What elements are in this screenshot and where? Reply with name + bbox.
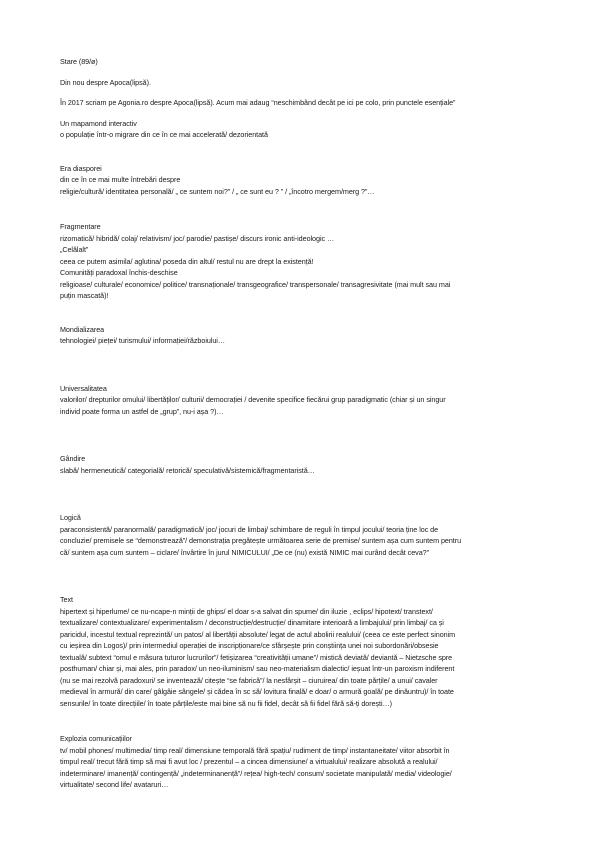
- section-line: valorilor/ drepturilor omului/ libertăților/ culturii/ democrației / devenite specifice fiecărui grup paradigmatic (chiar și un singur: [60, 395, 446, 404]
- section-line: religioase/ culturale/ economice/ politice/ transnaționale/ transgeografice/ transpersonale/ transagresivitate (mai mult sau mai: [60, 279, 451, 289]
- section-line: rizomatică/ hibridă/ colaj/ relativism/ joc/ parodie/ pastișe/ discurs ironic anti-ideologic …: [60, 233, 335, 243]
- section-line: tehnologiei/ pieței/ turismului/ informației/războiului…: [60, 336, 225, 345]
- section: [60, 324, 542, 347]
- section-line: cu ieșirea din Logos)/ prin intermediul operației de inscripționare/ce sfârșește prin conștiința unei noi subordonări/obsesie: [60, 641, 439, 650]
- document-title: Stare (89/ø): [60, 57, 98, 66]
- section-line: hipertext și hiperlume/ ce nu-ncape-n minții de ghips/ el doar s-a salvat din spume/ din iluzie , eclips/ hipotext/ transtext/: [60, 606, 433, 616]
- sections: [60, 118, 542, 791]
- section-line: paraconsistentă/ paranormală/ paradigmatică/ joc/ jocuri de limbaj/ schimbare de reguli în timpul jocului/ teoria ține loc de: [60, 524, 439, 534]
- section-heading: Mondializarea: [60, 324, 105, 334]
- section-heading: Era diasporei: [60, 163, 102, 173]
- section-line: indeterminare/ imanență/ contingență/ „indeterminanență”/ rețea/ high-tech/ consum/ societate manipulată/ media/ videologie/: [60, 768, 452, 778]
- section-line: din ce în ce mai multe întrebări despre: [60, 175, 181, 184]
- section-line: textuală/ subtext “omul e măsura tuturor lucrurilor”/ fetișizarea “creativității umane”/ mistică deviată/ deviantă – Nietzsche spre: [60, 652, 453, 662]
- section-heading: Logică: [60, 513, 81, 522]
- section-line: textualizare/ contextualizare/ experimentalism / deconstrucție/destrucție/ dinamitare interioară a limbajului/ prin limbaj/ ca și: [60, 618, 444, 627]
- section: [60, 512, 542, 558]
- section-line: sensurile/ în toate direcțiile/ în toate părțile/este mai bine să nu fii fidel, decât să fii fidel fără să-ți dorești…): [60, 698, 393, 708]
- section-line: individ poate forma un astfel de „grup”, nu-i așa ?)…: [60, 406, 224, 416]
- section-line: medieval în armură/ din care/ gâlgâie sângele/ și cădea în sc să/ lovitura finală/ e doar/ o armură goală/ pe dinăuntru)/ în toate: [60, 687, 454, 696]
- section: [60, 221, 542, 302]
- section-line: ceea ce putem asimila/ aglutina/ poseda din altul/ restul nu are drept la existență!: [60, 256, 314, 266]
- section-line: (nu se mai rezolvă paradoxuri/ se inventează/ citește “se fabrică”/ la nesfârșit – ciuruirea/ din toate părțile/ a unui/ cavaler: [60, 675, 438, 685]
- section: [60, 118, 542, 141]
- section-heading: Explozia comunicațiilor: [60, 734, 132, 743]
- section-line: că/ suntem așa cum suntem – ciclare/ învârtire în jurul NIMICULUI/ „De ce (nu) există NIMIC mai curând decât ceva?”: [60, 547, 429, 557]
- section-line: posthuman/ chiar și, mai ales, prin paradox/ un neo-iluminism/ sau neo-materialism dialectic/ ieșuat într-un paroxism indiferent: [60, 664, 455, 673]
- section-line: Comunități paradoxal închis-deschise: [60, 268, 178, 277]
- section-heading: Un mapamond interactiv: [60, 118, 137, 128]
- section-line: tv/ mobil phones/ multimedia/ timp real/ dimensiune temporală fără spațiu/ rudiment de timp/ instantaneitate/ viitor absorbit în: [60, 745, 450, 755]
- section-line: timpul real/ trecut fără timp să mai fi avut loc / prezentul – a cincea dimensiune/ a virtualului/ realizare absolută a realului/: [60, 757, 438, 766]
- section-line: concluzie/ premisele se “demonstrează”/ demonstrația pregătește următoarea serie de premise/ suntem așa cum suntem pentru: [60, 536, 462, 545]
- intro-line: În 2017 scriam pe Agonia.ro despre Apoca(lipsă). Acum mai adaug “neschimbând decât pe ici pe colo, prin punctele esențiale”: [60, 98, 456, 107]
- section: [60, 163, 542, 198]
- section-line: o populație într-o migrare din ce în ce mai accelerată/ dezorientată: [60, 130, 268, 139]
- section-line: slabă/ hermeneutică/ categorială/ retorică/ speculativă/sistemică/fragmentaristă…: [60, 465, 315, 475]
- section: [60, 383, 542, 418]
- section: [60, 733, 542, 791]
- section: [60, 453, 542, 476]
- section-line: virtualitate/ second life/ avataruri…: [60, 780, 169, 789]
- section-heading: Gândire: [60, 454, 86, 463]
- document-page: [60, 56, 542, 791]
- section-line: paricidul, incestul textual reprezintă/ un patos/ al libertății absolute/ legat de actul abolirii realului/ (ceea ce este perfect sinonim: [60, 629, 456, 639]
- section-heading: Text: [60, 595, 73, 604]
- section-line: religie/cultură/ identitatea personală/ „ ce suntem noi?” / „ ce sunt eu ? ” / „încotro mergem/merg ?”…: [60, 186, 375, 196]
- section-line: „Celălalt”: [60, 245, 89, 254]
- section-line: puțin mascată)!: [60, 291, 109, 300]
- section: [60, 594, 542, 709]
- intro-line: Din nou despre Apoca(lipsă).: [60, 77, 151, 87]
- section-heading: Fragmentare: [60, 222, 101, 231]
- section-heading: Universalitatea: [60, 383, 107, 393]
